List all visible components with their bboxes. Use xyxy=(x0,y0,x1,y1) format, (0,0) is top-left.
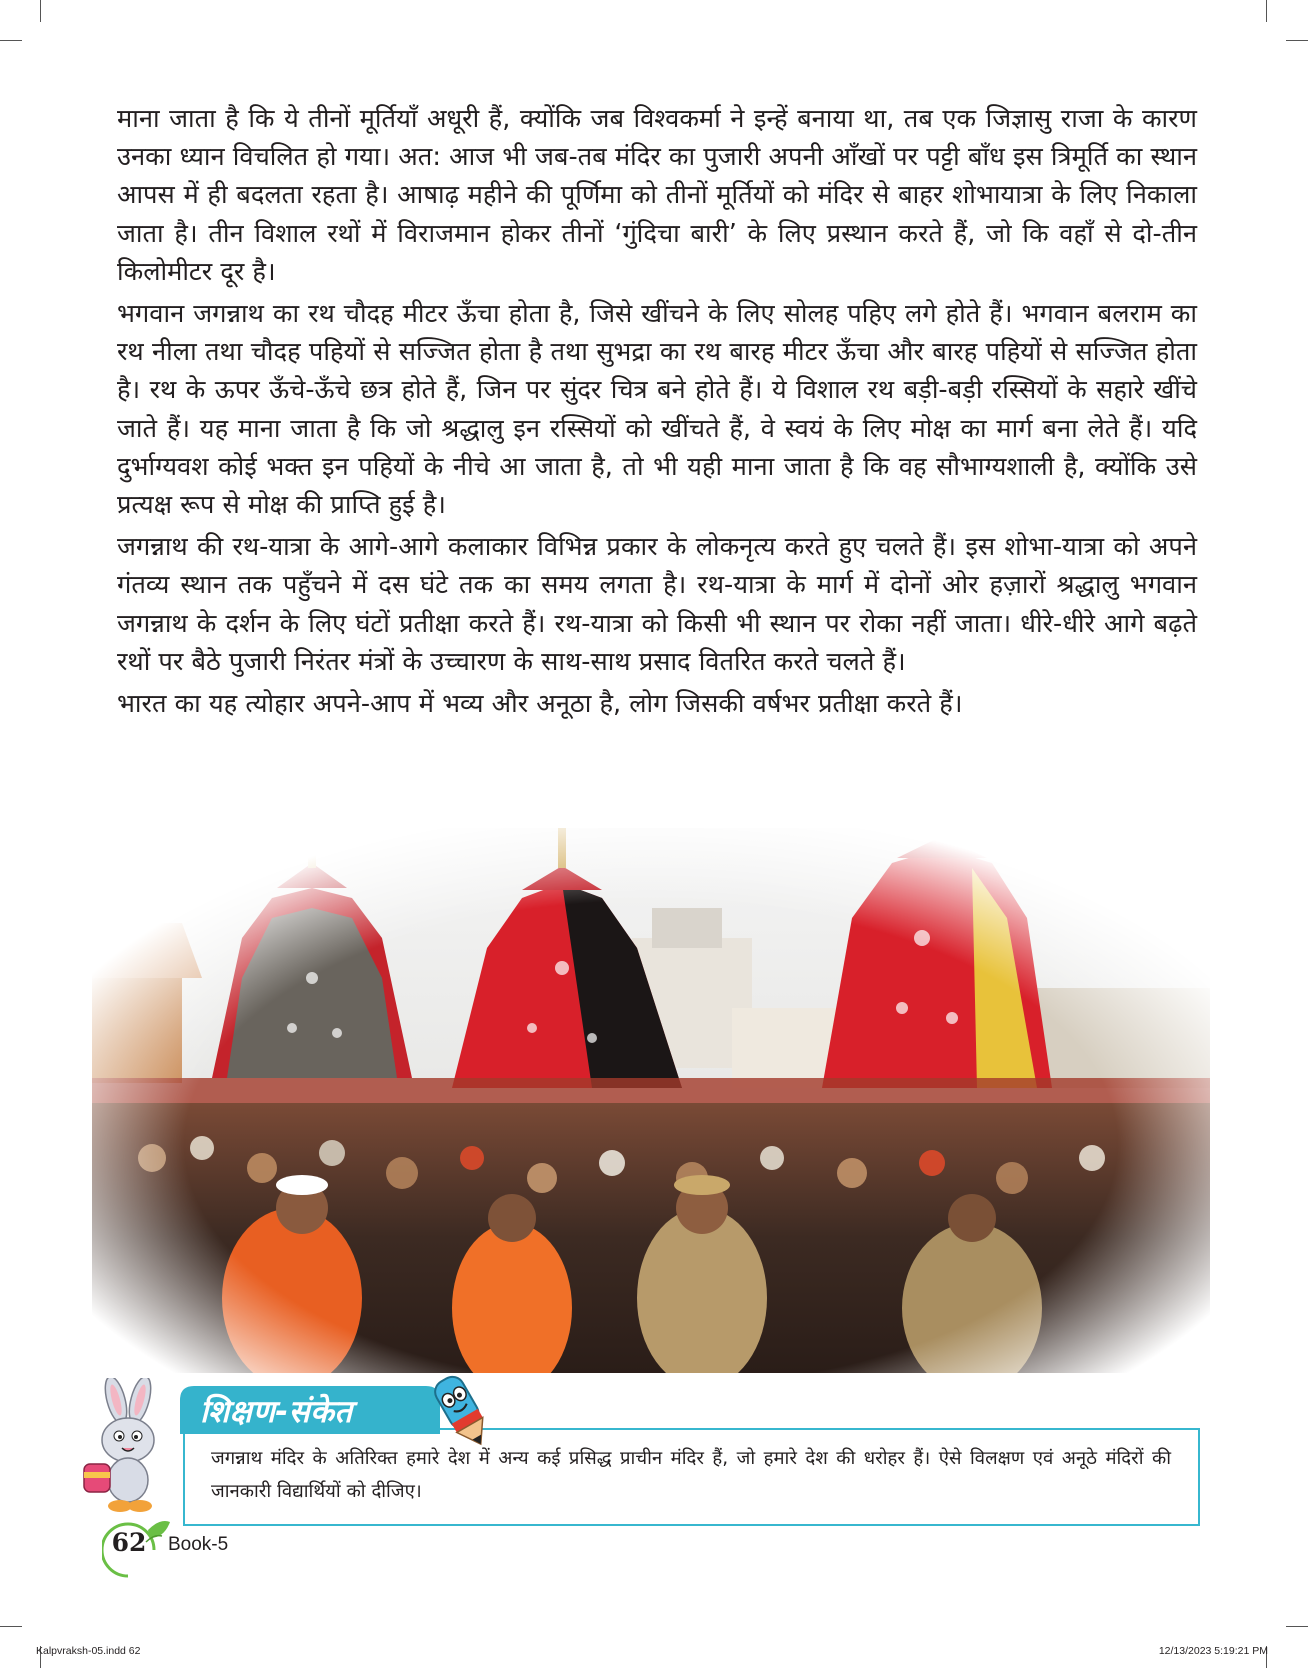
teaching-note-box xyxy=(183,1428,1200,1526)
paragraph: जगन्नाथ की रथ-यात्रा के आगे-आगे कलाकार विभिन्न प्रकार के लोकनृत्य करते हुए चलते हैं। इस शोभा-यात्रा को अपने गंतव्य स्थान तक पहुँचने में दस घंटे तक का समय लगता है। रथ-यात्रा के मार्ग में दोनों ओर हज़ारों श्रद्धालु भगवान जगन्नाथ के दर्शन के लिए घंटों प्रतीक्षा करते हैं। रथ-यात्रा को किसी भी स्थान पर रोका नहीं जाता। धीरे-धीरे आगे बढ़ते रथों पर बैठे पुजारी निरंतर मंत्रों के उच्चारण के साथ-साथ प्रसाद वितरित करते चलते हैं। xyxy=(117,532,1197,677)
paragraph: भारत का यह त्योहार अपने-आप में भव्य और अनूठा है, लोग जिसकी वर्षभर प्रतीक्षा करते हैं। xyxy=(117,689,963,720)
crop-mark xyxy=(40,0,41,22)
crop-mark xyxy=(1286,40,1308,41)
paragraph: भगवान जगन्नाथ का रथ चौदह मीटर ऊँचा होता है, जिसे खींचने के लिए सोलह पहिए लगे होते हैं। भगवान बलराम का रथ नीला तथा चौदह पहियों से सज्जित होता है तथा सुभद्रा का रथ बारह मीटर ऊँचा और बारह पहियों से सज्जित होता है। रथ के ऊपर ऊँचे-ऊँचे छत्र होते हैं, जिन पर सुंदर चित्र बने होते हैं। ये विशाल रथ बड़ी-बड़ी रस्सियों के सहारे खींचे जाते हैं। यह माना जाता है कि जो श्रद्धालु इन रस्सियों को खींचते हैं, वे स्वयं के लिए मोक्ष का मार्ग बना लेते हैं। यदि दुर्भाग्यवश कोई भक्त इन पहियों के नीचे आ जाता है, तो भी यही माना जाता है कि वह सौभाग्यशाली है, क्योंकि उसे प्रत्यक्ष रूप से मोक्ष की प्राप्ति हुई है। xyxy=(117,299,1197,521)
crop-mark xyxy=(0,1626,22,1627)
crop-mark xyxy=(0,40,22,41)
paragraph: माना जाता है कि ये तीनों मूर्तियाँ अधूरी हैं, क्योंकि जब विश्वकर्मा ने इन्हें बनाया था, तब एक जिज्ञासु राजा के कारण उनका ध्यान विचलित हो गया। अत: आज भी जब-तब मंदिर का पुजारी अपनी आँखों पर पट्टी बाँध इस त्रिमूर्ति का स्थान आपस में ही बदलता रहता है। आषाढ़ महीने की पूर्णिमा को तीनों मूर्तियों को मंदिर से बाहर शोभायात्रा के लिए निकाला जाता है। तीन विशाल रथों में विराजमान होकर तीनों ‘गुंदिचा बारी’ के लिए प्रस्थान करते हैं, जो कि वहाँ से दो-तीन किलोमीटर दूर है। xyxy=(117,104,1197,287)
teaching-note-title: शिक्षण-संकेत xyxy=(200,1394,353,1430)
body-text xyxy=(117,100,1197,727)
slug-filename: Kalpvraksh-05.indd 62 xyxy=(36,1645,141,1657)
rath-yatra-photo xyxy=(92,828,1210,1373)
bunny-mascot-icon xyxy=(78,1378,178,1514)
slug-timestamp: 12/13/2023 5:19:21 PM xyxy=(1158,1645,1268,1657)
crop-mark xyxy=(1286,1626,1308,1627)
teaching-note-text: जगन्नाथ मंदिर के अतिरिक्त हमारे देश में अन्य कई प्रसिद्ध प्राचीन मंदिर हैं, जो हमारे देश की धरोहर हैं। ऐसे विलक्षण एवं अनूठे मंदिरों की जानकारी विद्यार्थियों को दीजिए। xyxy=(211,1448,1171,1502)
pencil-mascot-icon xyxy=(423,1370,505,1452)
page-number: 62 xyxy=(111,1528,147,1557)
book-label: Book-5 xyxy=(168,1534,229,1555)
crop-mark xyxy=(1266,0,1267,22)
teaching-note-tab xyxy=(180,1386,440,1434)
